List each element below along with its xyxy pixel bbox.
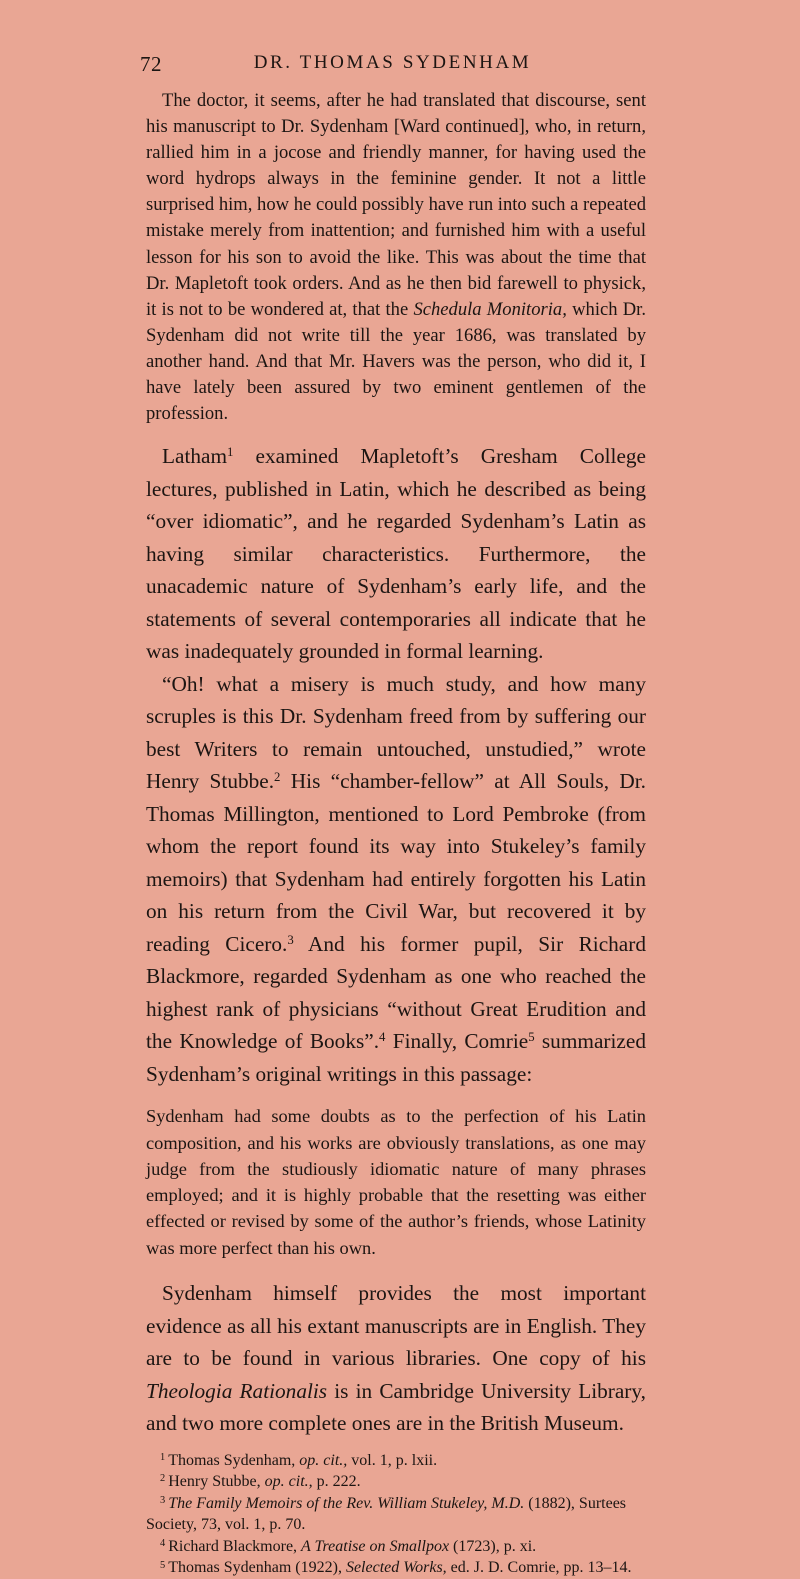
running-title: DR. THOMAS SYDENHAM bbox=[140, 52, 645, 74]
footnote-number: 4 bbox=[160, 1538, 165, 1549]
footnote-ref-1[interactable]: 1 bbox=[227, 445, 233, 459]
paragraph-manuscripts bbox=[146, 1277, 646, 1440]
running-head bbox=[140, 52, 645, 82]
schedula-title: Schedula Monitoria, bbox=[413, 299, 566, 320]
footnote-ref-3[interactable]: 3 bbox=[287, 933, 293, 947]
body-text bbox=[146, 88, 646, 1579]
footnote-text: (1723), p. xi. bbox=[449, 1538, 536, 1555]
block-quote-comrie: Sydenham had some doubts as to the perfection of his Latin composition, and his works are obviously translations, as one may judge from the studiously idiomatic nature of many phrases employed; and it is highly probable that the resetting was either effected or revised by some of the author’s friends, whose Latinity was more perfect than his own. bbox=[146, 1103, 646, 1261]
footnote-3 bbox=[146, 1493, 646, 1536]
stubbe-text-e: summarized Sydenham’s original writings in this passage: bbox=[146, 1029, 646, 1086]
stubbe-text-d: Finally, Comrie bbox=[385, 1029, 528, 1053]
latham-rest: examined Mapletoft’s Gresham College lectures, published in Latin, which he described as being “over idiomatic”, and he regarded Sydenham’s Latin as having similar characteristics. Furthermore, the unacademic nature of Sydenham’s early life, and the statements of several contemporaries all indicate that he was inadequately grounded in formal learning. bbox=[146, 444, 646, 663]
footnote-italic: op. cit., bbox=[265, 1473, 313, 1490]
latham-text: Latham bbox=[162, 444, 227, 468]
footnote-4 bbox=[146, 1536, 646, 1558]
footnote-text: vol. 1, p. lxii. bbox=[347, 1452, 437, 1469]
footnote-1 bbox=[146, 1450, 646, 1472]
footnote-number: 3 bbox=[160, 1495, 165, 1506]
footnote-ref-5[interactable]: 5 bbox=[528, 1030, 534, 1044]
stubbe-text-a: “Oh! what a misery is much study, and how many scruples is this Dr. Sydenham freed from by suffering our best Writers to remain untouched, unstudied,” wrote Henry Stubbe. bbox=[146, 672, 646, 794]
paragraph-stubbe bbox=[146, 668, 646, 1091]
footnote-text: Thomas Sydenham (1922), bbox=[168, 1559, 346, 1576]
footnote-number: 1 bbox=[160, 1452, 165, 1463]
footnote-number: 5 bbox=[160, 1560, 165, 1571]
footnote-italic: The Family Memoirs of the Rev. William Stukeley, M.D. bbox=[168, 1495, 524, 1512]
manuscripts-text-a: Sydenham himself provides the most important evidence as all his extant manuscripts are in English. They are to be found in various libraries. One copy of his bbox=[146, 1281, 646, 1370]
footnote-text: Henry Stubbe, bbox=[168, 1473, 264, 1490]
stubbe-text-c: And his former pupil, Sir Richard Blackmore, regarded Sydenham as one who reached the highest rank of physicians “without Great Erudition and the Knowledge of Books”. bbox=[146, 932, 646, 1054]
footnote-ref-4[interactable]: 4 bbox=[379, 1030, 385, 1044]
footnote-number: 2 bbox=[160, 1473, 165, 1484]
footnote-text: (1882), Surtees Society, 73, vol. 1, p. 70. bbox=[146, 1495, 626, 1534]
footnote-text: ed. J. D. Comrie, pp. 13–14. bbox=[447, 1559, 632, 1576]
footnote-italic: A Treatise on Smallpox bbox=[301, 1538, 449, 1555]
footnote-italic: op. cit., bbox=[299, 1452, 347, 1469]
manuscripts-text-b: is in Cambridge University Library, and two more complete ones are in the British Museum. bbox=[146, 1379, 646, 1436]
page-number: 72 bbox=[140, 52, 162, 77]
paragraph-latham bbox=[146, 440, 646, 668]
ward-text-end: which Dr. Sydenham did not write till the year 1686, was translated by another hand. And that Mr. Havers was the person, who did it, I have lately been assured by two eminent gentlemen of the profession. bbox=[146, 299, 646, 424]
footnote-5 bbox=[146, 1557, 646, 1579]
footnote-2 bbox=[146, 1471, 646, 1493]
footnote-text: p. 222. bbox=[313, 1473, 361, 1490]
footnote-italic: Selected Works, bbox=[346, 1559, 447, 1576]
ward-text-start: The doctor, it seems, after he had translated that discourse, sent his manuscript to Dr. Sydenham [Ward continued], who, in return, rallied him in a jocose and friendly manner, for having used the word hydrops always in the feminine gender. It not a little surprised him, how he could possibly have run into such a repeated mistake merely from inattention; and furnished him with a useful lesson for his son to avoid the like. This was about the time that Dr. Mapletoft took orders. And as he then bid farewell to physick, it is not to be wondered at, that the bbox=[146, 90, 646, 320]
footnotes bbox=[146, 1450, 646, 1579]
footnote-text: Richard Blackmore, bbox=[168, 1538, 301, 1555]
footnote-ref-2[interactable]: 2 bbox=[274, 770, 280, 784]
theologia-title: Theologia Rationalis bbox=[146, 1379, 327, 1403]
quoted-paragraph-ward bbox=[146, 88, 646, 427]
footnote-text: Thomas Sydenham, bbox=[168, 1452, 299, 1469]
stubbe-text-b: His “chamber-fellow” at All Souls, Dr. Thomas Millington, mentioned to Lord Pembroke (from whom the report found its way into Stukeley’s family memoirs) that Sydenham had entirely forgotten his Latin on his return from the Civil War, but recovered it by reading Cicero. bbox=[146, 769, 646, 956]
